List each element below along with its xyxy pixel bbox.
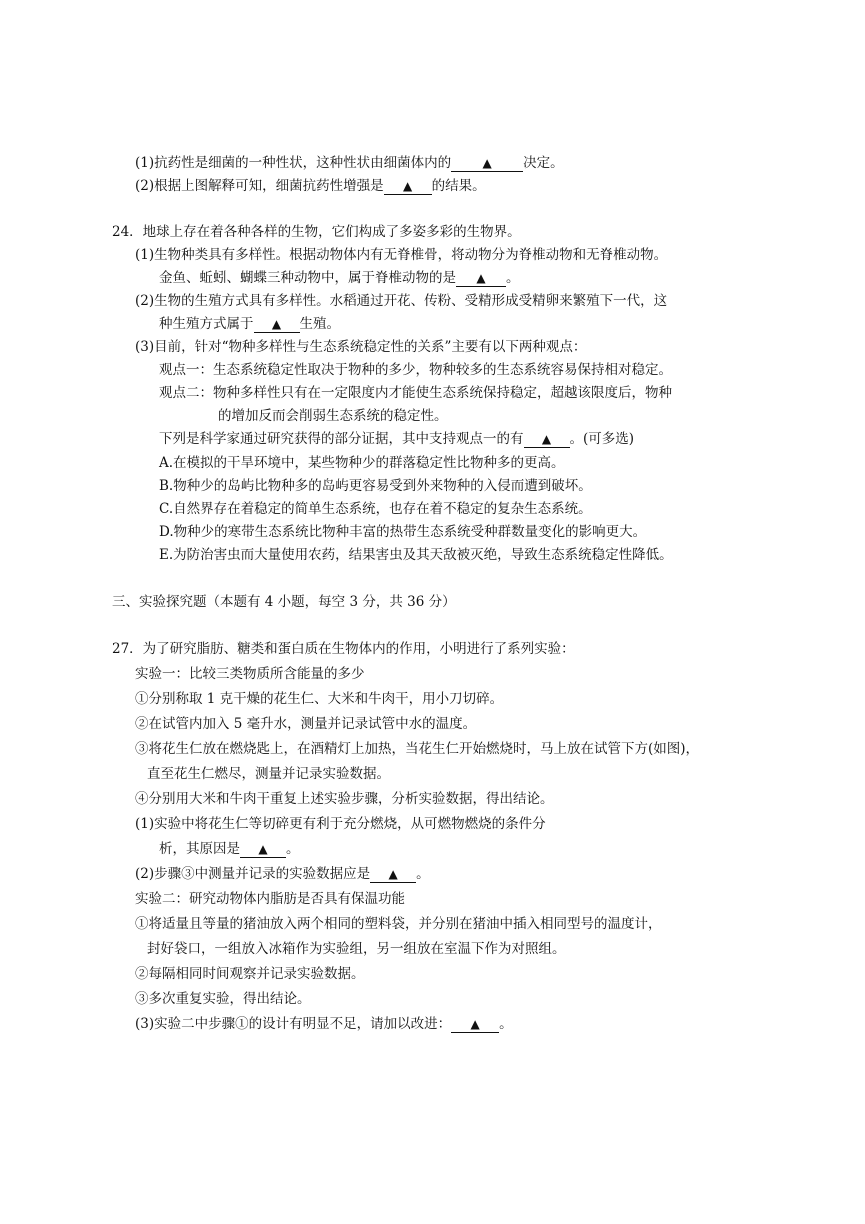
- answer-blank[interactable]: [524, 431, 570, 448]
- q27-step1: ①分别称取 1 克干燥的花生仁、大米和牛肉干，用小刀切碎。: [135, 691, 504, 707]
- q27-step3-line2: 直至花生仁燃尽，测量并记录实验数据。: [147, 766, 390, 782]
- triangle-icon: ▲: [388, 867, 398, 881]
- q27-question1-line2: 析，其原因是 ▲ 。: [159, 841, 300, 857]
- q23-part1: (1)抗药性是细菌的一种性状，这种性状由细菌体内的 ▲ 决定。: [135, 155, 564, 171]
- triangle-icon: ▲: [541, 432, 552, 446]
- q27-test-step1-line1: ①将适量且等量的猪油放入两个相同的塑料袋，并分别在猪油中插入相同型号的温度计，: [135, 916, 662, 932]
- q27-step4: ④分别用大米和牛肉干重复上述实验步骤，分析实验数据，得出结论。: [135, 791, 554, 807]
- q24-option-a: A.在模拟的干旱环境中，某些物种少的群落稳定性比物种多的更高。: [159, 455, 565, 471]
- triangle-icon: ▲: [258, 842, 268, 856]
- section-heading: 三、实验探究题（本题有 4 小题，每空 3 分，共 36 分）: [112, 594, 456, 610]
- answer-blank[interactable]: [384, 178, 432, 195]
- q27-question3: (3)实验二中步骤①的设计有明显不足，请加以改进： ▲ 。: [135, 1016, 513, 1032]
- q27-title: 27．为了研究脂肪、糖类和蛋白质在生物体内的作用，小明进行了系列实验：: [112, 641, 575, 657]
- q24-part3-intro: (3)目前，针对“物种多样性与生态系统稳定性的关系”主要有以下两种观点：: [135, 339, 587, 355]
- triangle-icon: ▲: [476, 271, 486, 285]
- q27-test-step1-line2: 封好袋口，一组放入冰箱作为实验组，另一组放在室温下作为对照组。: [147, 941, 566, 957]
- q27-step2: ②在试管内加入 5 毫升水，测量并记录试管中水的温度。: [135, 716, 477, 732]
- q24-title: 24．地球上存在着各种各样的生物，它们构成了多姿多彩的生物界。: [112, 224, 521, 240]
- answer-blank[interactable]: [370, 866, 416, 883]
- q24-part1-line1: (1)生物种类具有多样性。根据动物体内有无脊椎骨，将动物分为脊椎动物和无脊椎动物。: [135, 247, 668, 263]
- q24-part2-line2: 种生殖方式属于 ▲ 生殖。: [159, 316, 340, 332]
- q23-part2: (2)根据上图解释可知，细菌抗药性增强是 ▲ 的结果。: [135, 178, 486, 194]
- q24-view2-line2: 的增加反而会削弱生态系统的稳定性。: [218, 408, 448, 424]
- answer-blank[interactable]: [451, 155, 523, 172]
- q24-option-d: D.物种少的寒带生态系统比物种丰富的热带生态系统受种群数量变化的影响更大。: [159, 524, 647, 540]
- triangle-icon: ▲: [403, 179, 413, 193]
- q27-test-step3: ③多次重复实验，得出结论。: [135, 991, 311, 1007]
- q27-experiment2: 实验二：研究动物体内脂肪是否具有保温功能: [135, 891, 405, 907]
- answer-blank[interactable]: [456, 270, 506, 287]
- q27-question2: (2)步骤③中测量并记录的实验数据应是 ▲ 。: [135, 866, 430, 882]
- q24-option-b: B.物种少的岛屿比物种多的岛屿更容易受到外来物种的入侵而遭到破坏。: [159, 478, 592, 494]
- triangle-icon: ▲: [482, 156, 492, 170]
- answer-blank[interactable]: [451, 1016, 499, 1033]
- answer-blank[interactable]: [254, 316, 300, 333]
- q24-option-c: C.自然界存在着稳定的简单生态系统，也存在着不稳定的复杂生态系统。: [159, 501, 592, 517]
- q24-ask: 下列是科学家通过研究获得的部分证据，其中支持观点一的有 ▲ 。(可多选): [159, 431, 635, 447]
- q24-view2-line1: 观点二：物种多样性只有在一定限度内才能使生态系统保持稳定，超越该限度后，物种: [159, 385, 672, 401]
- q27-experiment1: 实验一：比较三类物质所含能量的多少: [135, 666, 365, 682]
- q24-view1: 观点一：生态系统稳定性取决于物种的多少，物种较多的生态系统容易保持相对稳定。: [159, 362, 672, 378]
- q24-part2-line1: (2)生物的生殖方式具有多样性。水稻通过开花、传粉、受精形成受精卵来繁殖下一代，这: [135, 293, 668, 309]
- q27-step3-line1: ③将花生仁放在燃烧匙上，在酒精灯上加热，当花生仁开始燃烧时，马上放在试管下方(如图)，: [135, 741, 700, 757]
- answer-blank[interactable]: [240, 841, 286, 858]
- q24-part1-line2: 金鱼、蚯蚓、蝴蝶三种动物中，属于脊椎动物的是 ▲ 。: [159, 270, 520, 286]
- q27-question1-line1: (1)实验中将花生仁等切碎更有利于充分燃烧，从可燃物燃烧的条件分: [135, 816, 546, 832]
- q24-option-e: E.为防治害虫而大量使用农药，结果害虫及其天敌被灭绝，导致生态系统稳定性降低。: [159, 547, 673, 563]
- triangle-icon: ▲: [271, 317, 282, 331]
- q27-test-step2: ②每隔相同时间观察并记录实验数据。: [135, 966, 365, 982]
- triangle-icon: ▲: [470, 1017, 480, 1031]
